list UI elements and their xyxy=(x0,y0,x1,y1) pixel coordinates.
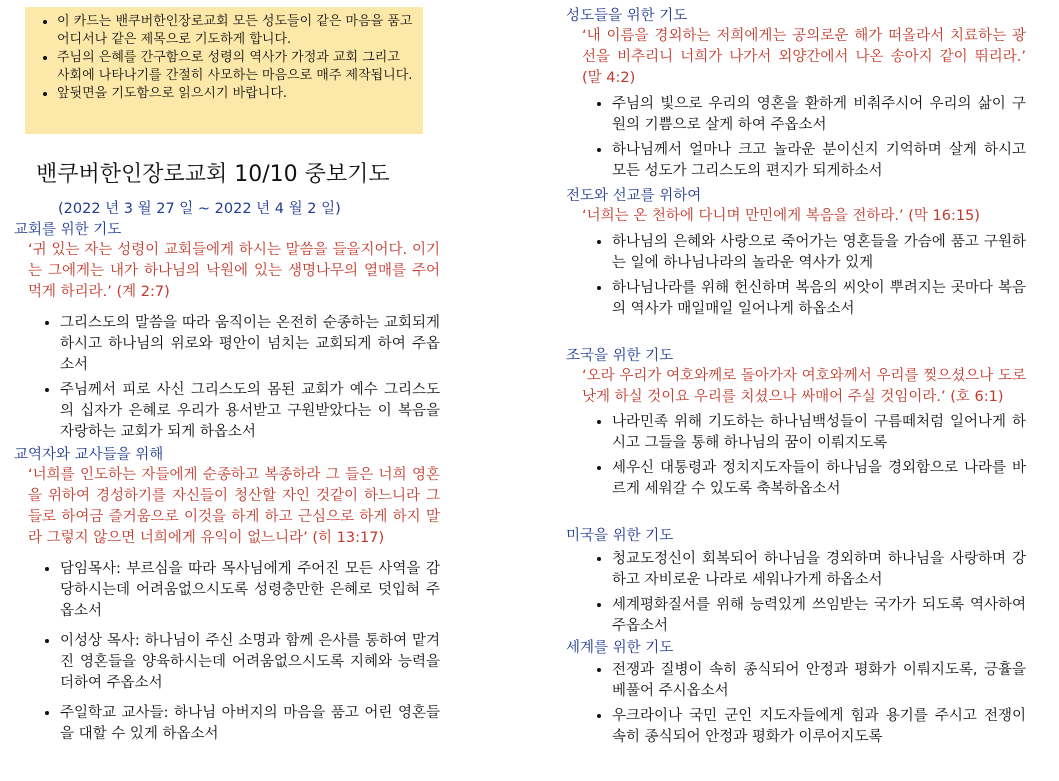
date-range: (2022 년 3 월 27 일 ~ 2022 년 4 월 2 일) xyxy=(58,201,341,217)
list-item: • 전쟁과 질병이 속히 종식되어 안정과 평화가 이뤄지도록, 긍휼을 베풀어 주시옵소서 xyxy=(612,660,1026,702)
section-leaders xyxy=(14,445,440,749)
section-title: 교역자와 교사들을 위해 xyxy=(14,447,164,463)
section-homeland xyxy=(566,346,1026,504)
section-title: 미국을 위한 기도 xyxy=(566,528,674,544)
prayer-list xyxy=(14,313,440,443)
section-title: 교회를 위한 기도 xyxy=(14,222,122,238)
notice-item: • 주님의 은혜를 간구함으로 성령의 역사가 가정과 교회 그리고 사회에 나타나기를 간절히 사모하는 마음으로 매주 제작됩니다. xyxy=(57,49,413,85)
section-verse: ‘오라 우리가 여호와께로 돌아가자 여호와께서 우리를 찢으셨으나 도로 낫게 하실 것이요 우리를 치셨으나 싸매어 주실 것임이라.’ (호 6:1) xyxy=(582,368,1026,405)
list-item: • 우크라이나 국민 군인 지도자들에게 힘과 용기를 주시고 전쟁이 속히 종식되어 안정과 평화가 이루어지도록 xyxy=(612,706,1026,748)
prayer-list xyxy=(566,232,1026,320)
list-item: • 나라민족 위해 기도하는 하나님백성들이 구름떼처럼 일어나게 하시고 그들을 통해 하나님의 꿈이 이뤄지도록 xyxy=(612,412,1026,454)
prayer-list xyxy=(14,559,440,745)
list-item: • 담임목사: 부르심을 따라 목사님에게 주어진 모든 사역을 감당하시는데 어려움없으시도록 성령충만한 은혜로 덧입혀 주옵소서 xyxy=(60,559,440,622)
list-item: • 주님께서 피로 사신 그리스도의 몸된 교회가 예수 그리스도의 십자가 은혜로 우리가 용서받고 구원받았다는 이 복음을 자랑하는 교회가 되게 하옵소서 xyxy=(60,380,440,443)
list-item: • 주님의 빛으로 우리의 영혼을 환하게 비춰주시어 우리의 삶이 구원의 기쁨으로 살게 하여 주옵소서 xyxy=(612,94,1026,136)
section-title: 전도와 선교를 위하여 xyxy=(566,188,702,204)
list-item: • 하나님께서 얼마나 크고 놀라운 분이신지 기억하며 살게 하시고 모든 성도가 그리스도의 편지가 되게하소서 xyxy=(612,140,1026,182)
page-title: 밴쿠버한인장로교회 10/10 중보기도 xyxy=(36,162,390,187)
section-verse: ‘너희는 온 천하에 다니며 만민에게 복음을 전하라.’ (막 16:15) xyxy=(582,208,980,224)
notice-box xyxy=(25,7,423,134)
section-title: 조국을 위한 기도 xyxy=(566,348,674,364)
list-item: • 이성상 목사: 하나님이 주신 소명과 함께 은사를 통하여 맡겨진 영혼들을 양육하시는데 어려움없으시도록 지혜와 능력을 더하여 주옵소서 xyxy=(60,631,440,694)
section-saints xyxy=(566,6,1026,186)
list-item: • 세계평화질서를 위해 능력있게 쓰임받는 국가가 되도록 역사하여 주옵소서 xyxy=(612,595,1026,637)
list-item: • 하나님의 은혜와 사랑으로 죽어가는 영혼들을 가슴에 품고 구원하는 일에 하나님나라의 놀라운 역사가 있게 xyxy=(612,232,1026,274)
list-item: • 청교도정신이 회복되어 하나님을 경외하며 하나님을 사랑하며 강하고 자비로운 나라로 세워나가게 하옵소서 xyxy=(612,549,1026,591)
section-title: 세계를 위한 기도 xyxy=(566,640,674,656)
notice-list xyxy=(31,13,413,103)
section-verse: ‘귀 있는 자는 성령이 교회들에게 하시는 말씀을 들을지어다. 이기는 그에게는 내가 하나님의 낙원에 있는 생명나무의 열매를 주어 먹게 하리라.’ (계 2:7) xyxy=(28,242,440,300)
prayer-list xyxy=(566,660,1026,748)
prayer-list xyxy=(566,94,1026,182)
section-church xyxy=(14,220,440,447)
prayer-list xyxy=(566,549,1026,637)
section-usa xyxy=(566,526,1026,641)
list-item: • 하나님나라를 위해 헌신하며 복음의 씨앗이 뿌려지는 곳마다 복음의 역사가 매일매일 일어나게 하옵소서 xyxy=(612,278,1026,320)
section-title: 성도들을 위한 기도 xyxy=(566,8,688,24)
section-verse: ‘내 이름을 경외하는 저희에게는 공의로운 해가 떠올라서 치료하는 광선을 비추리니 너희가 나가서 외양간에서 나온 송아지 같이 뛰리라.’ (말 4:2) xyxy=(582,28,1026,86)
section-verse: ‘너희를 인도하는 자들에게 순종하고 복종하라 그 들은 너희 영혼을 위하여 경성하기를 자신들이 청산할 자인 것같이 하느니라 그들로 하여금 즐거움으로 이것을 하게 하고 근심으로 하게 하지 말라 그렇지 않으면 너희에게 유익이 없느니라’ (히 13:17) xyxy=(28,467,440,546)
notice-item: • 이 카드는 밴쿠버한인장로교회 모든 성도들이 같은 마음을 품고 어디서나 같은 제목으로 기도하게 합니다. xyxy=(57,13,413,49)
notice-item: • 앞뒷면을 기도함으로 읽으시기 바랍니다. xyxy=(57,85,413,103)
list-item: • 주일학교 교사들: 하나님 아버지의 마음을 품고 어린 영혼들을 대할 수 있게 하옵소서 xyxy=(60,703,440,745)
prayer-list xyxy=(566,412,1026,500)
section-world xyxy=(566,638,1026,752)
list-item: • 그리스도의 말씀을 따라 움직이는 온전히 순종하는 교회되게 하시고 하나님의 위로와 평안이 넘치는 교회되게 하여 주옵소서 xyxy=(60,313,440,376)
section-mission xyxy=(566,186,1026,324)
list-item: • 세우신 대통령과 정치지도자들이 하나님을 경외함으로 나라를 바르게 세워갈 수 있도록 축복하옵소서 xyxy=(612,458,1026,500)
